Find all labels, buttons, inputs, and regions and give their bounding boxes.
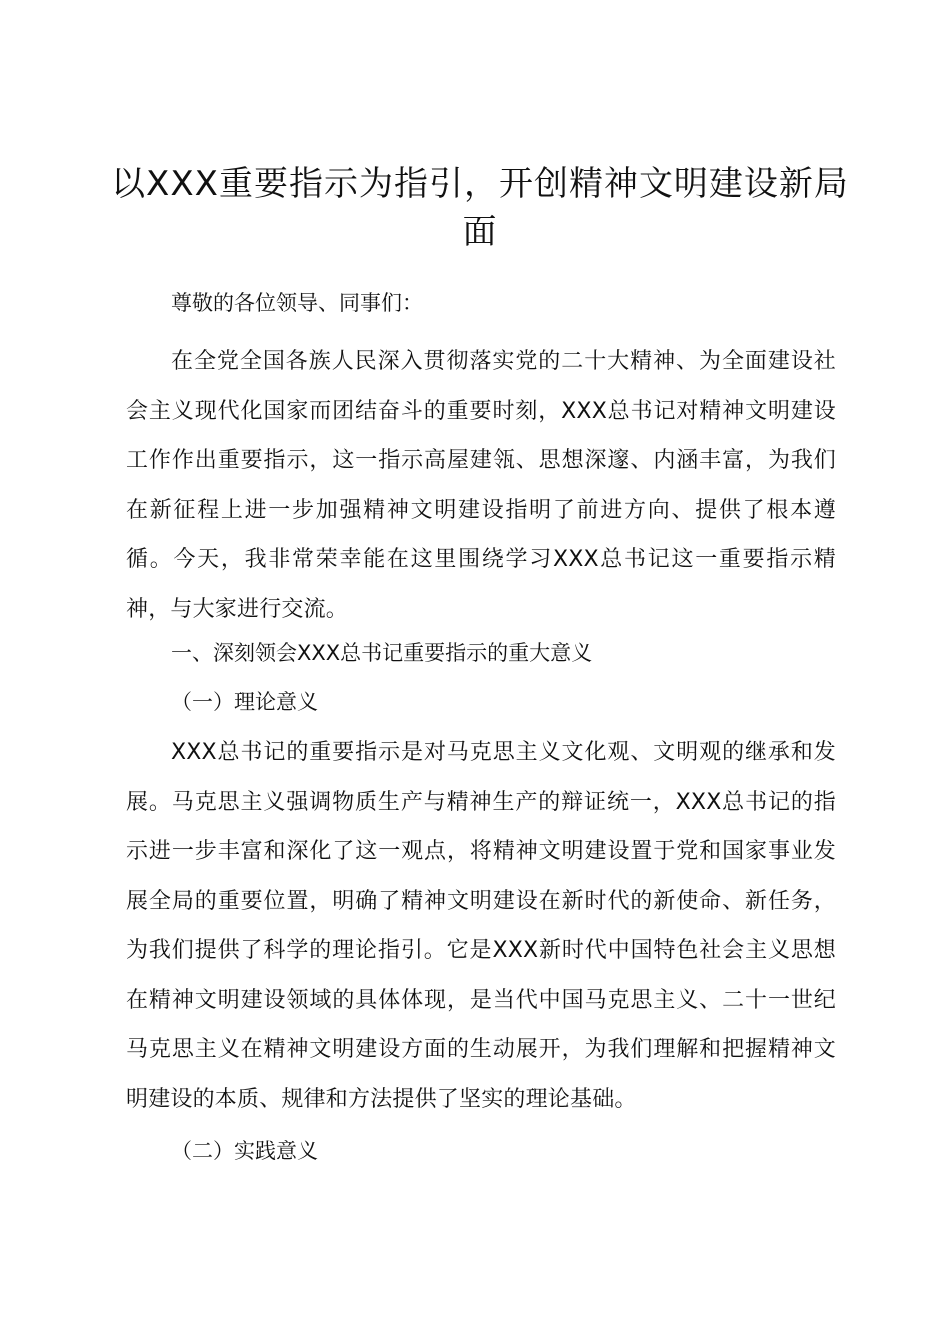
- document-title: 以XXX重要指示为指引，开创精神文明建设新局面: [111, 164, 849, 252]
- paragraph-intro: 在全党全国各族人民深入贯彻落实党的二十大精神、为全面建设社会主义现代化国家而团结奋斗的重要时刻，XXX总书记对精神文明建设工作作出重要指示，这一指示高屋建瓴、思想深邃、内涵丰富，为我们在新征程上进一步加强精神文明建设指明了前进方向、提供了根本遵循。今天，我非常荣幸能在这里围绕学习XXX总书记这一重要指示精神，与大家进行交流。: [126, 349, 836, 622]
- section-heading-1: 一、深刻领会XXX总书记重要指示的重大意义: [171, 641, 593, 665]
- subsection-heading-practice: （二）实践意义: [171, 1139, 318, 1163]
- subsection-heading-theory: （一）理论意义: [171, 690, 318, 714]
- paragraph-theory: XXX总书记的重要指示是对马克思主义文化观、文明观的继承和发展。马克思主义强调物质生产与精神生产的辩证统一，XXX总书记的指示进一步丰富和深化了这一观点，将精神文明建设置于党和国家事业发展全局的重要位置，明确了精神文明建设在新时代的新使命、新任务，为我们提供了科学的理论指引。它是XXX新时代中国特色社会主义思想在精神文明建设领域的具体体现，是当代中国马克思主义、二十一世纪马克思主义在精神文明建设方面的生动展开，为我们理解和把握精神文明建设的本质、规律和方法提供了坚实的理论基础。: [126, 740, 836, 1112]
- greeting: 尊敬的各位领导、同事们：: [171, 291, 423, 315]
